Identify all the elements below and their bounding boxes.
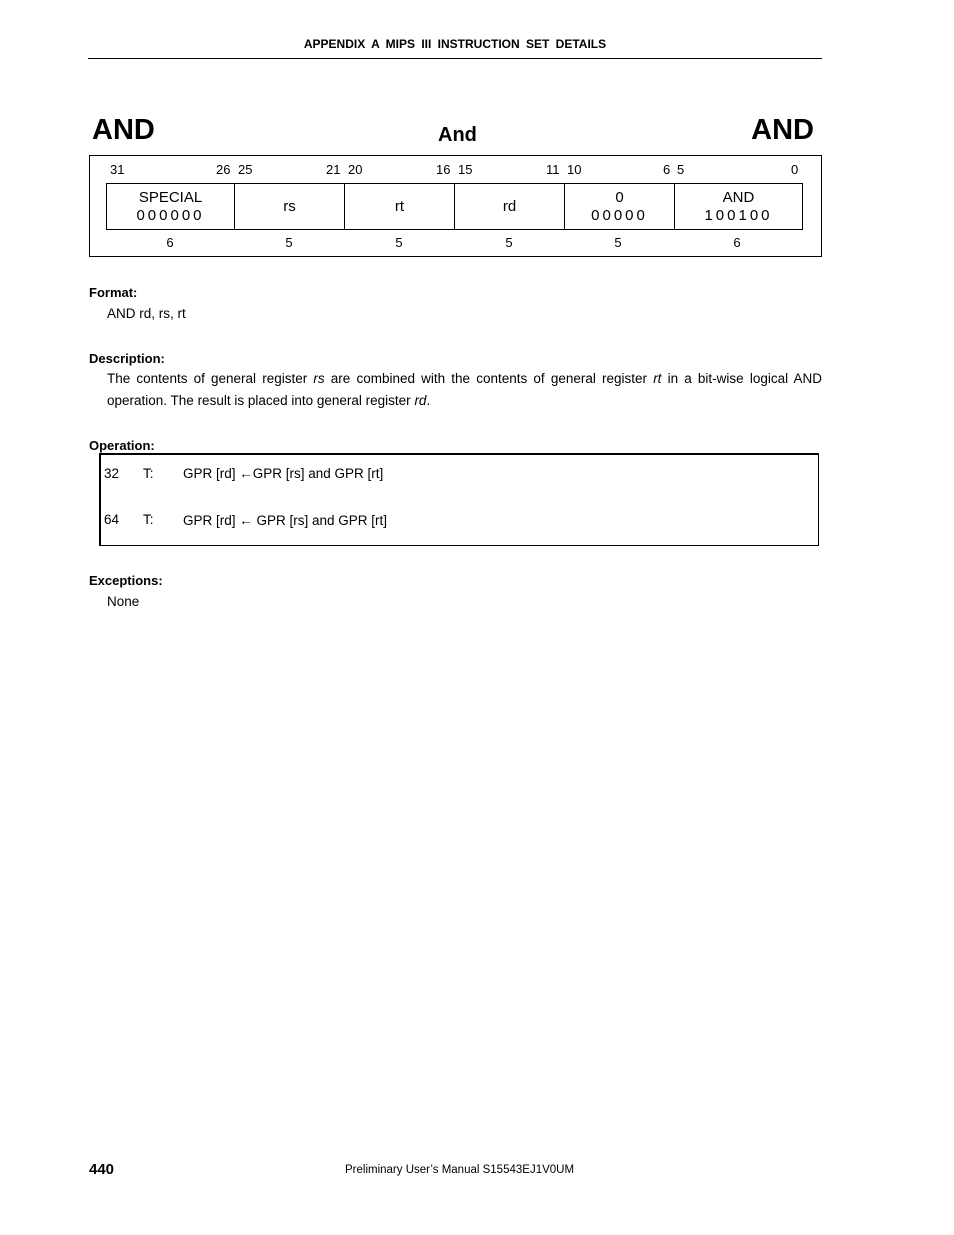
field-bits: 100100 [704,206,773,224]
field-name: rs [283,197,296,215]
operation-mode: 64 [104,512,120,527]
header-rule [88,58,822,59]
field-width: 5 [395,235,403,250]
field-name: AND [722,188,755,206]
format-text: AND rd, rs, rt [107,306,186,321]
field-width: 6 [166,235,174,250]
field-rt [345,184,455,229]
desc-register-rs: rs [313,371,325,386]
operation-tag: T: [143,512,154,527]
format-heading: Format: [89,285,138,300]
instruction-fields [106,183,803,230]
operation-mode: 32 [104,466,120,481]
bit-label: 10 [567,162,582,177]
bit-label: 5 [677,162,685,177]
bit-label: 0 [791,162,799,177]
desc-text-segment: . [426,393,431,408]
exceptions-heading: Exceptions: [89,573,163,588]
field-width: 5 [285,235,293,250]
field-name: rt [394,197,405,215]
bit-label: 6 [663,162,671,177]
desc-register-rt: rt [653,371,662,386]
desc-text-segment: The contents of general register [107,371,314,386]
operation-heading: Operation: [89,438,155,453]
field-bits: 00000 [591,206,648,224]
footer-manual: Preliminary User’s Manual S15543EJ1V0UM [345,1164,575,1176]
page-number: 440 [89,1161,115,1178]
field-width: 6 [733,235,741,250]
bit-label: 11 [546,162,560,177]
field-bits: 000000 [136,206,205,224]
field-special [107,184,235,229]
bit-label: 25 [238,162,253,177]
operation-tag: T: [143,466,154,481]
field-sa [565,184,675,229]
bit-label: 31 [110,162,125,177]
mnemonic-right: AND [751,114,814,146]
desc-text-segment: in a bit-wise logical AND operation. The result is placed into general register [107,371,823,408]
mnemonic-left: AND [92,114,155,146]
instruction-name: And [438,124,477,146]
field-name: SPECIAL [138,188,203,206]
field-width: 5 [505,235,513,250]
desc-text-segment: are combined with the contents of general register [324,371,654,386]
field-function [675,184,802,229]
bit-label: 21 [326,162,341,177]
description-text [107,368,822,412]
desc-register-rd: rd [414,393,427,408]
exceptions-text: None [107,594,140,609]
operation-expression: GPR [rd] ← GPR [rs] and GPR [rt] [183,513,388,528]
field-name: 0 [615,188,624,206]
bit-label: 20 [348,162,363,177]
field-width: 5 [614,235,622,250]
bit-label: 16 [436,162,451,177]
bit-label: 15 [458,162,473,177]
field-rs [235,184,345,229]
field-name: rd [502,197,517,215]
field-rd [455,184,565,229]
running-header: APPENDIX A MIPS III INSTRUCTION SET DETAILS [303,37,607,51]
bit-label: 26 [216,162,231,177]
description-heading: Description: [89,351,165,366]
operation-expression: GPR [rd] ←GPR [rs] and GPR [rt] [183,466,384,481]
